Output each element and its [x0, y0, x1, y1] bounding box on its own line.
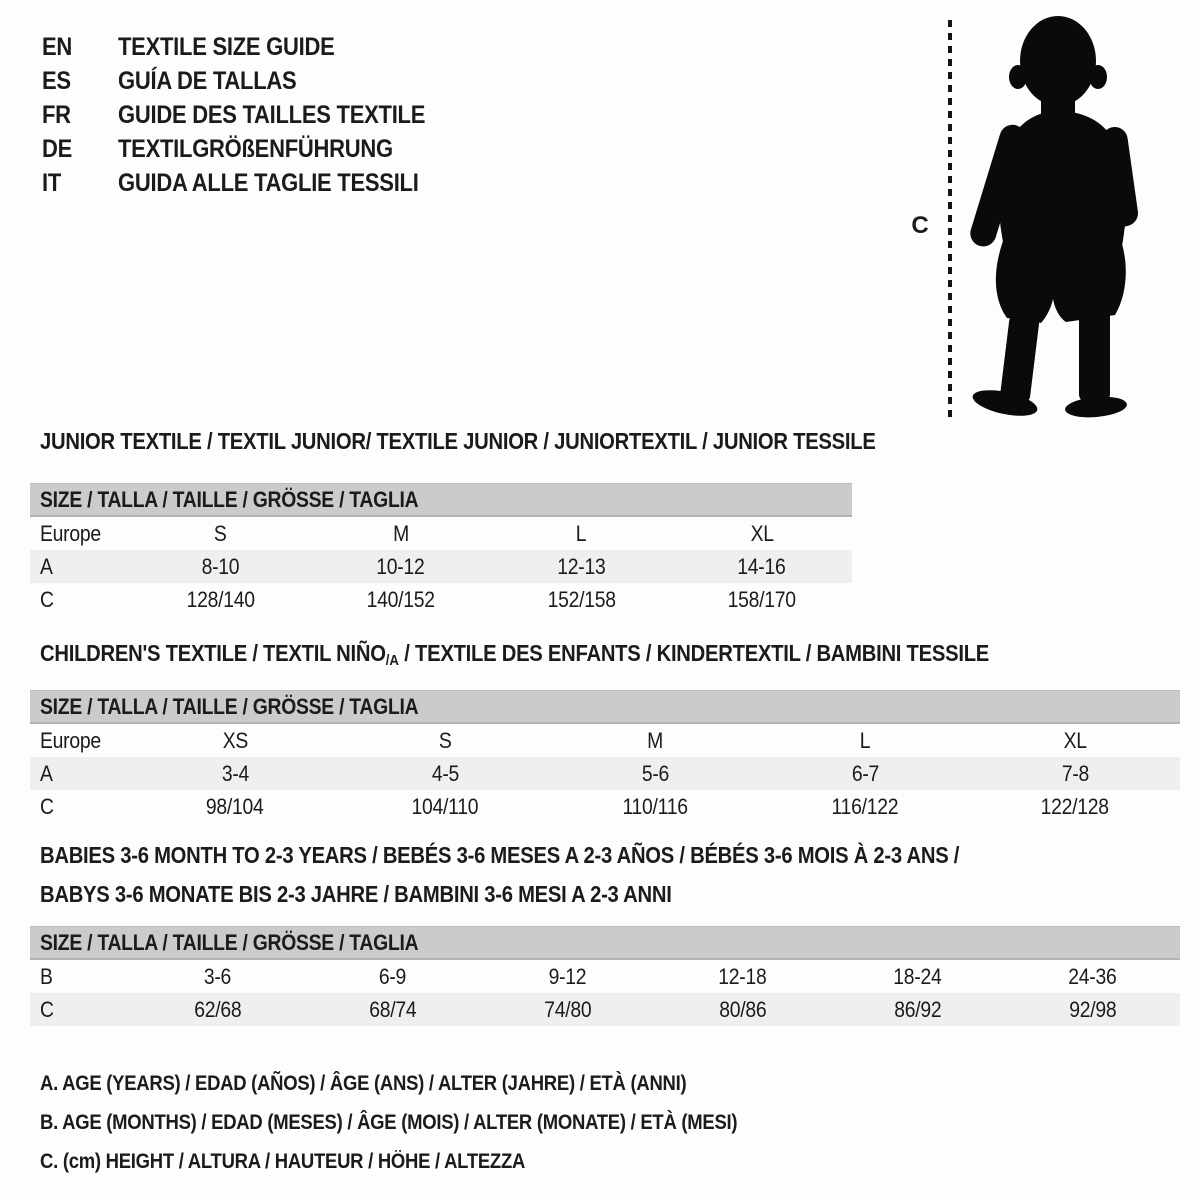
height-c-label: C: [911, 212, 929, 239]
row-label: A: [40, 553, 53, 579]
size-header-label: SIZE / TALLA / TAILLE / GRÖSSE / TAGLIA: [40, 486, 419, 512]
language-code: DE: [42, 134, 73, 163]
table-row: [30, 993, 1180, 1026]
size-header-label: SIZE / TALLA / TAILLE / GRÖSSE / TAGLIA: [40, 693, 419, 719]
cell-value: 12-13: [557, 553, 606, 579]
cell-value: L: [859, 727, 871, 753]
table-row: [30, 757, 1180, 790]
language-title: GUIDA ALLE TAGLIE TESSILI: [118, 168, 419, 197]
language-title: GUIDE DES TAILLES TEXTILE: [118, 100, 426, 129]
cell-value: 116/122: [831, 793, 899, 819]
children-title-rest: / TEXTILE DES ENFANTS / KINDERTEXTIL / BAMBINI TESSILE: [398, 640, 990, 666]
table-row: [30, 790, 1180, 823]
children-size-table: [30, 690, 1180, 823]
language-row-fr: [42, 98, 467, 132]
children-size-header-bar: [30, 690, 1180, 724]
children-title-sub: /A: [385, 652, 399, 669]
language-title: TEXTILE SIZE GUIDE: [118, 32, 335, 61]
cell-value: 110/116: [622, 793, 688, 819]
children-section-title-text: [40, 640, 989, 667]
cell-value: 24-36: [1068, 963, 1117, 989]
cell-value: 80/86: [718, 996, 767, 1022]
junior-size-header-bar: [30, 483, 852, 517]
cell-value: 4-5: [431, 760, 459, 786]
cell-value: XS: [222, 727, 248, 753]
height-dashed-line: [948, 20, 952, 418]
cell-value: 128/140: [186, 586, 255, 612]
table-row: [30, 583, 852, 616]
cell-value: 62/68: [193, 996, 242, 1022]
cell-value: S: [438, 727, 452, 753]
junior-section-title-text: JUNIOR TEXTILE / TEXTIL JUNIOR/ TEXTILE JUNIOR / JUNIORTEXTIL / JUNIOR TESSILE: [40, 428, 876, 454]
row-label: C: [40, 793, 54, 819]
legend-line-b: B. AGE (MONTHS) / EDAD (MESES) / ÂGE (MOIS) / ALTER (MONATE) / ETÀ (MESI): [40, 1111, 738, 1134]
cell-value: 6-7: [851, 760, 879, 786]
row-label: B: [40, 963, 53, 989]
row-label: C: [40, 586, 54, 612]
language-title: TEXTILGRÖßENFÜHRUNG: [118, 134, 393, 163]
babies-size-table: [30, 926, 1180, 1026]
cell-value: M: [647, 727, 663, 753]
cell-value: 158/170: [727, 586, 796, 612]
cell-value: 3-4: [221, 760, 249, 786]
cell-value: XL: [1063, 727, 1087, 753]
size-header-label: SIZE / TALLA / TAILLE / GRÖSSE / TAGLIA: [40, 929, 419, 955]
cell-value: 152/158: [547, 586, 616, 612]
children-title-main: CHILDREN'S TEXTILE / TEXTIL NIÑO: [40, 640, 386, 666]
babies-title-line2: BABYS 3-6 MONATE BIS 2-3 JAHRE / BAMBINI 3-6 MESI A 2-3 ANNI: [40, 881, 672, 907]
row-label: Europe: [40, 727, 101, 753]
cell-value: 8-10: [201, 553, 240, 579]
legend-line-c: C. (cm) HEIGHT / ALTURA / HAUTEUR / HÖHE / ALTEZZA: [40, 1150, 526, 1173]
cell-value: 122/128: [1040, 793, 1110, 819]
toddler-silhouette-icon: [965, 13, 1145, 418]
cell-value: 3-6: [203, 963, 232, 989]
cell-value: L: [575, 520, 587, 546]
cell-value: 14-16: [737, 553, 786, 579]
legend-line-a: A. AGE (YEARS) / EDAD (AÑOS) / ÂGE (ANS) / ALTER (JAHRE) / ETÀ (ANNI): [40, 1072, 687, 1095]
language-code: FR: [42, 100, 71, 129]
row-label: Europe: [40, 520, 101, 546]
cell-value: 74/80: [543, 996, 592, 1022]
children-section-title: [40, 640, 1118, 667]
table-row: [30, 517, 852, 550]
cell-value: 86/92: [893, 996, 942, 1022]
cell-value: 9-12: [548, 963, 587, 989]
language-row-de: [42, 132, 467, 166]
language-row-en: [42, 30, 467, 64]
language-list: [42, 30, 467, 200]
cell-value: 6-9: [378, 963, 407, 989]
row-label: A: [40, 760, 53, 786]
language-row-es: [42, 64, 467, 98]
cell-value: S: [213, 520, 227, 546]
cell-value: 7-8: [1061, 760, 1089, 786]
language-title: GUÍA DE TALLAS: [118, 66, 297, 95]
cell-value: 12-18: [718, 963, 767, 989]
junior-size-table: [30, 483, 852, 616]
babies-section-title: [40, 836, 1085, 914]
measurement-legend: [40, 1064, 832, 1181]
babies-title-line1: BABIES 3-6 MONTH TO 2-3 YEARS / BEBÉS 3-6 MESES A 2-3 AÑOS / BÉBÉS 3-6 MOIS À 2-3 ANS /: [40, 842, 960, 868]
babies-size-header-bar: [30, 926, 1180, 960]
language-code: ES: [42, 66, 71, 95]
cell-value: 18-24: [893, 963, 942, 989]
language-code: IT: [42, 168, 62, 197]
cell-value: M: [392, 520, 409, 546]
cell-value: 68/74: [368, 996, 417, 1022]
table-row: [30, 724, 1180, 757]
language-row-it: [42, 166, 467, 200]
table-row: [30, 960, 1180, 993]
cell-value: 140/152: [366, 586, 435, 612]
cell-value: 92/98: [1068, 996, 1117, 1022]
language-code: EN: [42, 32, 73, 61]
cell-value: 10-12: [376, 553, 425, 579]
cell-value: 104/110: [411, 793, 479, 819]
table-row: [30, 550, 852, 583]
cell-value: 5-6: [641, 760, 669, 786]
cell-value: XL: [750, 520, 774, 546]
junior-section-title: [40, 428, 990, 455]
row-label: C: [40, 996, 54, 1022]
cell-value: 98/104: [206, 793, 264, 819]
